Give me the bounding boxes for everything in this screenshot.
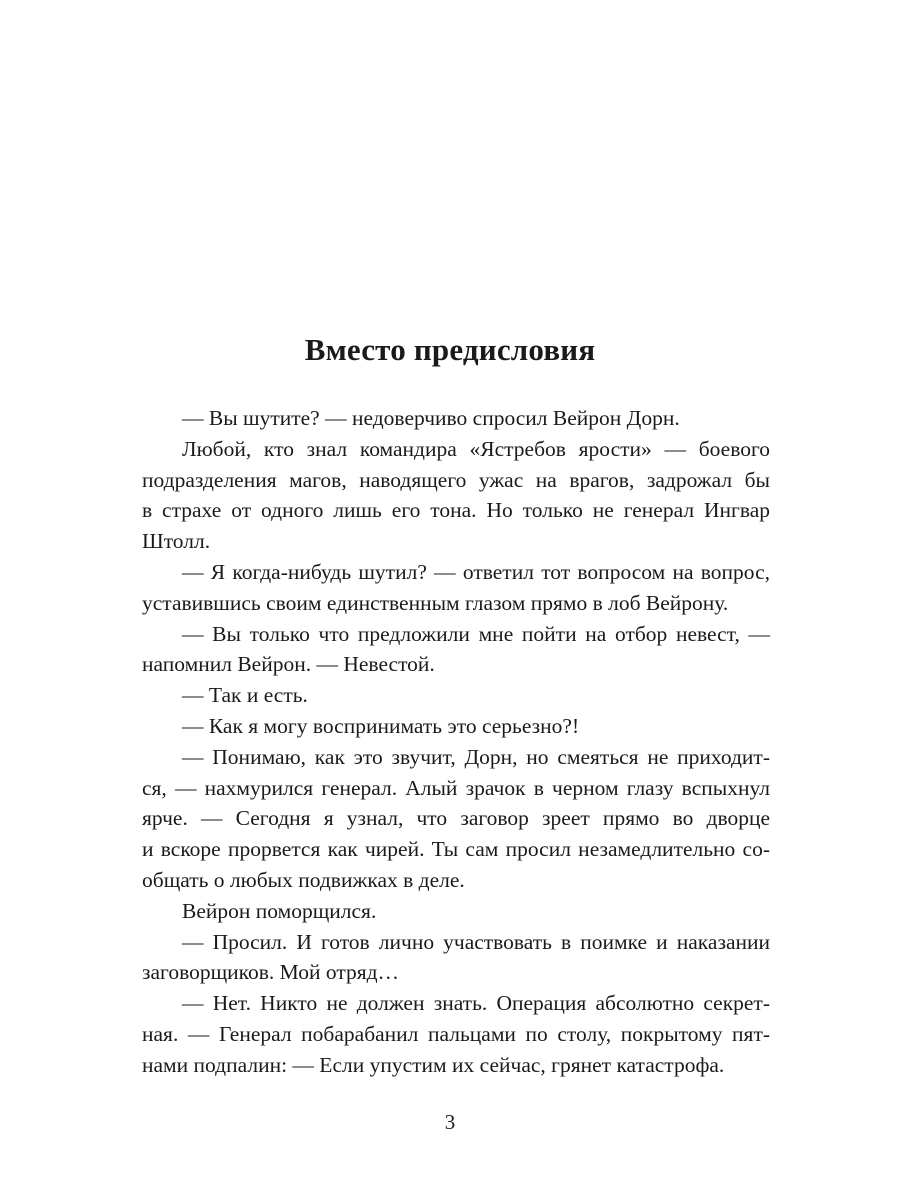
text-line: — Вы шутите? — недоверчиво спросил Вейрон Дорн. xyxy=(182,406,680,430)
body-text xyxy=(142,403,770,1081)
text-line: в страхе от одного лишь его тона. Но только не генерал Ингвар xyxy=(142,498,770,523)
text-line: — Просил. И готов лично участвовать в поимке и наказании xyxy=(182,929,770,954)
text-line: ная. — Генерал побарабанил пальцами по столу, покрытому пят- xyxy=(142,1021,770,1046)
text-line: — Вы только что предложили мне пойти на отбор невест, — xyxy=(182,621,770,646)
text-line: Любой, кто знал командира «Ястребов ярости» — боевого xyxy=(182,436,770,461)
text-line: общать о любых подвижках в деле. xyxy=(142,867,465,892)
text-line: нами подпалин: — Если упустим их сейчас, грянет катастрофа. xyxy=(142,1052,725,1077)
text-line: Вейрон поморщился. xyxy=(182,898,377,923)
text-line: — Так и есть. xyxy=(182,683,308,708)
text-line: — Нет. Никто не должен знать. Операция абсолютно секрет- xyxy=(182,991,770,1016)
page-number: 3 xyxy=(444,1110,456,1134)
text-line: заговорщиков. Мой отряд… xyxy=(142,960,400,985)
text-line: подразделения магов, наводящего ужас на врагов, задрожал бы xyxy=(142,467,770,492)
text-line: ярче. — Сегодня я узнал, что заговор зреет прямо во дворце xyxy=(142,806,770,831)
text-line: — Понимаю, как это звучит, Дорн, но смеяться не приходит- xyxy=(182,744,770,769)
chapter-title: Вместо предисловия xyxy=(304,332,596,367)
text-line: ся, — нахмурился генерал. Алый зрачок в черном глазу вспыхнул xyxy=(142,775,770,800)
text-line: — Как я могу воспринимать это серьезно?! xyxy=(182,713,580,738)
text-line: Штолл. xyxy=(142,529,211,554)
text-line: уставившись своим единственным глазом прямо в лоб Вейрону. xyxy=(142,590,729,615)
text-line: и вскоре прорвется как чирей. Ты сам просил незамедлительно со- xyxy=(142,837,770,862)
text-line: — Я когда-нибудь шутил? — ответил тот вопросом на вопрос, xyxy=(182,559,770,584)
text-line: напомнил Вейрон. — Невестой. xyxy=(142,652,435,677)
